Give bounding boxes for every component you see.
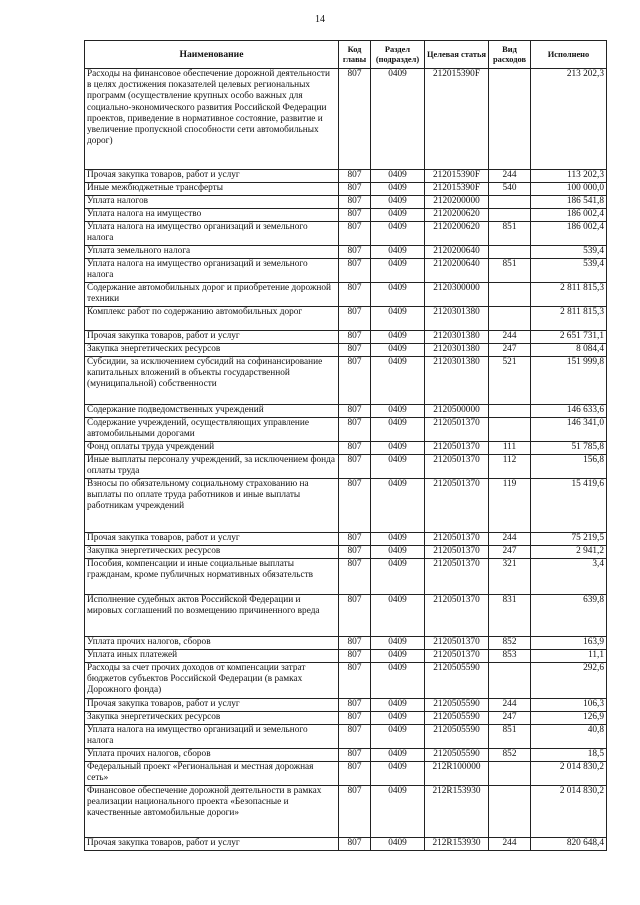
row-name-cell: Уплата налога на имущество организаций и земельного налога: [85, 259, 339, 283]
row-chapter-code-cell: 807: [339, 405, 371, 418]
row-name-cell: Содержание автомобильных дорог и приобретение дорожной техники: [85, 283, 339, 307]
row-section-cell: 0409: [371, 663, 425, 699]
row-name-cell: Уплата иных платежей: [85, 650, 339, 663]
table-row: [85, 246, 607, 259]
row-name-cell: Закупка энергетических ресурсов: [85, 712, 339, 725]
row-name-cell: Расходы за счет прочих доходов от компенсации затрат бюджетов субъектов Российской Федерации (в рамках Дорожного фонда): [85, 663, 339, 699]
row-section-cell: 0409: [371, 209, 425, 222]
page-number: 14: [315, 14, 325, 25]
row-chapter-code-cell: 807: [339, 307, 371, 331]
table-row: [85, 699, 607, 712]
row-name-cell: Содержание подведомственных учреждений: [85, 405, 339, 418]
table-row: [85, 546, 607, 559]
row-chapter-code-cell: 807: [339, 699, 371, 712]
row-target-article-cell: 2120301380: [425, 331, 489, 344]
row-expense-type-cell: 244: [489, 838, 531, 851]
row-expense-type-cell: [489, 786, 531, 838]
row-section-cell: 0409: [371, 762, 425, 786]
column-header-expense-type: Вид расходов: [489, 41, 531, 69]
row-chapter-code-cell: 807: [339, 357, 371, 405]
row-section-cell: 0409: [371, 170, 425, 183]
row-name-cell: Уплата прочих налогов, сборов: [85, 749, 339, 762]
row-name-cell: Взносы по обязательному социальному страхованию на выплаты по оплате труда работников и иные выплаты работникам учреждений: [85, 479, 339, 533]
row-chapter-code-cell: 807: [339, 69, 371, 170]
table-row: [85, 650, 607, 663]
table-header-row: [85, 41, 607, 69]
row-section-cell: 0409: [371, 344, 425, 357]
row-section-cell: 0409: [371, 283, 425, 307]
row-expense-type-cell: 244: [489, 699, 531, 712]
table-row: [85, 209, 607, 222]
row-chapter-code-cell: 807: [339, 170, 371, 183]
row-name-cell: Уплата земельного налога: [85, 246, 339, 259]
row-expense-type-cell: [489, 307, 531, 331]
row-name-cell: Содержание учреждений, осуществляющих управление автомобильными дорогами: [85, 418, 339, 442]
row-target-article-cell: 2120300000: [425, 283, 489, 307]
row-name-cell: Комплекс работ по содержанию автомобильных дорог: [85, 307, 339, 331]
row-chapter-code-cell: 807: [339, 838, 371, 851]
row-section-cell: 0409: [371, 357, 425, 405]
row-chapter-code-cell: 807: [339, 222, 371, 246]
table-row: [85, 725, 607, 749]
row-target-article-cell: 2120200640: [425, 259, 489, 283]
row-executed-amount-cell: 2 941,2: [531, 546, 607, 559]
row-section-cell: 0409: [371, 222, 425, 246]
table-row: [85, 455, 607, 479]
table-row: [85, 183, 607, 196]
row-executed-amount-cell: 146 633,6: [531, 405, 607, 418]
table-row: [85, 196, 607, 209]
row-target-article-cell: 2120501370: [425, 546, 489, 559]
row-executed-amount-cell: 2 014 830,2: [531, 762, 607, 786]
row-name-cell: Фонд оплаты труда учреждений: [85, 442, 339, 455]
row-target-article-cell: 2120301380: [425, 307, 489, 331]
row-target-article-cell: 2120200000: [425, 196, 489, 209]
row-expense-type-cell: 521: [489, 357, 531, 405]
row-expense-type-cell: [489, 69, 531, 170]
row-chapter-code-cell: 807: [339, 663, 371, 699]
row-executed-amount-cell: 2 811 815,3: [531, 283, 607, 307]
row-expense-type-cell: 244: [489, 533, 531, 546]
column-header-name: Наименование: [85, 41, 339, 69]
row-executed-amount-cell: 100 000,0: [531, 183, 607, 196]
row-section-cell: 0409: [371, 246, 425, 259]
row-section-cell: 0409: [371, 455, 425, 479]
table-row: [85, 170, 607, 183]
row-target-article-cell: 212R153930: [425, 838, 489, 851]
row-expense-type-cell: 111: [489, 442, 531, 455]
row-expense-type-cell: [489, 405, 531, 418]
row-chapter-code-cell: 807: [339, 637, 371, 650]
row-name-cell: Исполнение судебных актов Российской Федерации и мировых соглашений по возмещению причиненного вреда: [85, 595, 339, 637]
table-row: [85, 222, 607, 246]
row-name-cell: Финансовое обеспечение дорожной деятельности в рамках реализации национального проекта «Безопасные и качественные автомобильные дороги»: [85, 786, 339, 838]
row-executed-amount-cell: 18,5: [531, 749, 607, 762]
row-section-cell: 0409: [371, 725, 425, 749]
row-name-cell: Иные межбюджетные трансферты: [85, 183, 339, 196]
row-executed-amount-cell: 151 999,8: [531, 357, 607, 405]
row-chapter-code-cell: 807: [339, 559, 371, 595]
row-section-cell: 0409: [371, 479, 425, 533]
row-name-cell: Субсидии, за исключением субсидий на софинансирование капитальных вложений в объекты государственной (муниципальной) собственности: [85, 357, 339, 405]
table-row: [85, 559, 607, 595]
row-expense-type-cell: 119: [489, 479, 531, 533]
row-target-article-cell: 2120501370: [425, 442, 489, 455]
row-chapter-code-cell: 807: [339, 595, 371, 637]
row-name-cell: Уплата налогов: [85, 196, 339, 209]
row-executed-amount-cell: 163,9: [531, 637, 607, 650]
table-row: [85, 442, 607, 455]
table-row: [85, 418, 607, 442]
row-executed-amount-cell: 146 341,0: [531, 418, 607, 442]
row-name-cell: Закупка энергетических ресурсов: [85, 546, 339, 559]
row-chapter-code-cell: 807: [339, 749, 371, 762]
row-executed-amount-cell: 186 002,4: [531, 222, 607, 246]
row-chapter-code-cell: 807: [339, 533, 371, 546]
row-executed-amount-cell: 2 014 830,2: [531, 786, 607, 838]
column-header-executed: Исполнено: [531, 41, 607, 69]
row-chapter-code-cell: 807: [339, 418, 371, 442]
row-name-cell: Прочая закупка товаров, работ и услуг: [85, 699, 339, 712]
table-row: [85, 762, 607, 786]
row-expense-type-cell: [489, 209, 531, 222]
row-target-article-cell: 2120501370: [425, 650, 489, 663]
row-chapter-code-cell: 807: [339, 712, 371, 725]
row-section-cell: 0409: [371, 749, 425, 762]
row-name-cell: Закупка энергетических ресурсов: [85, 344, 339, 357]
row-executed-amount-cell: 2 811 815,3: [531, 307, 607, 331]
row-target-article-cell: 2120501370: [425, 418, 489, 442]
row-chapter-code-cell: 807: [339, 455, 371, 479]
row-chapter-code-cell: 807: [339, 442, 371, 455]
table-row: [85, 712, 607, 725]
row-target-article-cell: 2120505590: [425, 699, 489, 712]
row-name-cell: Прочая закупка товаров, работ и услуг: [85, 838, 339, 851]
row-chapter-code-cell: 807: [339, 786, 371, 838]
table-row: [85, 307, 607, 331]
table-row: [85, 69, 607, 170]
row-chapter-code-cell: 807: [339, 246, 371, 259]
row-section-cell: 0409: [371, 712, 425, 725]
row-chapter-code-cell: 807: [339, 259, 371, 283]
row-expense-type-cell: 540: [489, 183, 531, 196]
row-section-cell: 0409: [371, 786, 425, 838]
row-chapter-code-cell: 807: [339, 209, 371, 222]
row-executed-amount-cell: 11,1: [531, 650, 607, 663]
row-name-cell: Прочая закупка товаров, работ и услуг: [85, 331, 339, 344]
row-section-cell: 0409: [371, 418, 425, 442]
row-name-cell: Прочая закупка товаров, работ и услуг: [85, 533, 339, 546]
row-target-article-cell: 2120500000: [425, 405, 489, 418]
table-row: [85, 749, 607, 762]
row-target-article-cell: 212015390F: [425, 170, 489, 183]
row-executed-amount-cell: 126,9: [531, 712, 607, 725]
row-executed-amount-cell: 2 651 731,1: [531, 331, 607, 344]
row-section-cell: 0409: [371, 196, 425, 209]
row-expense-type-cell: 247: [489, 546, 531, 559]
row-section-cell: 0409: [371, 69, 425, 170]
row-expense-type-cell: [489, 246, 531, 259]
row-section-cell: 0409: [371, 595, 425, 637]
row-section-cell: 0409: [371, 405, 425, 418]
column-header-target-article: Целевая статья: [425, 41, 489, 69]
row-chapter-code-cell: 807: [339, 762, 371, 786]
row-section-cell: 0409: [371, 331, 425, 344]
row-target-article-cell: 2120501370: [425, 595, 489, 637]
row-target-article-cell: 2120505590: [425, 725, 489, 749]
row-executed-amount-cell: 75 219,5: [531, 533, 607, 546]
row-section-cell: 0409: [371, 533, 425, 546]
row-expense-type-cell: 321: [489, 559, 531, 595]
row-target-article-cell: 212R100000: [425, 762, 489, 786]
row-name-cell: Уплата налога на имущество: [85, 209, 339, 222]
table-row: [85, 479, 607, 533]
row-executed-amount-cell: 820 648,4: [531, 838, 607, 851]
row-chapter-code-cell: 807: [339, 183, 371, 196]
row-executed-amount-cell: 15 419,6: [531, 479, 607, 533]
row-target-article-cell: 2120200620: [425, 209, 489, 222]
row-target-article-cell: 2120501370: [425, 559, 489, 595]
row-expense-type-cell: 244: [489, 170, 531, 183]
row-executed-amount-cell: 213 202,3: [531, 69, 607, 170]
row-section-cell: 0409: [371, 637, 425, 650]
row-expense-type-cell: 247: [489, 712, 531, 725]
row-executed-amount-cell: 106,3: [531, 699, 607, 712]
row-expense-type-cell: [489, 418, 531, 442]
row-expense-type-cell: 852: [489, 749, 531, 762]
row-executed-amount-cell: 539,4: [531, 259, 607, 283]
row-chapter-code-cell: 807: [339, 196, 371, 209]
row-executed-amount-cell: 8 084,4: [531, 344, 607, 357]
row-name-cell: Уплата налога на имущество организаций и земельного налога: [85, 222, 339, 246]
row-target-article-cell: 2120501370: [425, 455, 489, 479]
budget-execution-table: [84, 40, 607, 851]
row-target-article-cell: 2120200640: [425, 246, 489, 259]
row-expense-type-cell: 112: [489, 455, 531, 479]
row-target-article-cell: 212R153930: [425, 786, 489, 838]
row-target-article-cell: 2120501370: [425, 533, 489, 546]
table-row: [85, 533, 607, 546]
row-executed-amount-cell: 186 002,4: [531, 209, 607, 222]
row-target-article-cell: 2120505590: [425, 663, 489, 699]
row-expense-type-cell: 851: [489, 222, 531, 246]
row-name-cell: Уплата прочих налогов, сборов: [85, 637, 339, 650]
row-chapter-code-cell: 807: [339, 479, 371, 533]
row-expense-type-cell: [489, 196, 531, 209]
row-target-article-cell: 2120501370: [425, 479, 489, 533]
row-section-cell: 0409: [371, 650, 425, 663]
row-section-cell: 0409: [371, 546, 425, 559]
row-executed-amount-cell: 186 541,8: [531, 196, 607, 209]
row-expense-type-cell: [489, 762, 531, 786]
table-row: [85, 405, 607, 418]
row-executed-amount-cell: 40,8: [531, 725, 607, 749]
table-row: [85, 357, 607, 405]
table-row: [85, 637, 607, 650]
row-target-article-cell: 2120301380: [425, 357, 489, 405]
table-row: [85, 283, 607, 307]
row-executed-amount-cell: 51 785,8: [531, 442, 607, 455]
row-name-cell: Федеральный проект «Региональная и местная дорожная сеть»: [85, 762, 339, 786]
column-header-chapter-code: Код главы: [339, 41, 371, 69]
row-section-cell: 0409: [371, 699, 425, 712]
row-section-cell: 0409: [371, 183, 425, 196]
row-target-article-cell: 2120200620: [425, 222, 489, 246]
row-expense-type-cell: [489, 663, 531, 699]
row-expense-type-cell: 853: [489, 650, 531, 663]
row-target-article-cell: 212015390F: [425, 69, 489, 170]
row-target-article-cell: 2120501370: [425, 637, 489, 650]
row-section-cell: 0409: [371, 307, 425, 331]
row-expense-type-cell: 852: [489, 637, 531, 650]
row-target-article-cell: 2120505590: [425, 712, 489, 725]
row-executed-amount-cell: 639,8: [531, 595, 607, 637]
table-body: [85, 69, 607, 851]
row-name-cell: Уплата налога на имущество организаций и земельного налога: [85, 725, 339, 749]
row-expense-type-cell: 244: [489, 331, 531, 344]
row-chapter-code-cell: 807: [339, 725, 371, 749]
row-name-cell: Прочая закупка товаров, работ и услуг: [85, 170, 339, 183]
row-name-cell: Иные выплаты персоналу учреждений, за исключением фонда оплаты труда: [85, 455, 339, 479]
row-chapter-code-cell: 807: [339, 344, 371, 357]
row-name-cell: Пособия, компенсации и иные социальные выплаты гражданам, кроме публичных нормативных обязательств: [85, 559, 339, 595]
row-chapter-code-cell: 807: [339, 650, 371, 663]
row-expense-type-cell: [489, 283, 531, 307]
row-section-cell: 0409: [371, 838, 425, 851]
row-section-cell: 0409: [371, 259, 425, 283]
table-row: [85, 595, 607, 637]
row-executed-amount-cell: 539,4: [531, 246, 607, 259]
table-row: [85, 786, 607, 838]
row-target-article-cell: 2120505590: [425, 749, 489, 762]
row-expense-type-cell: 851: [489, 725, 531, 749]
row-executed-amount-cell: 292,6: [531, 663, 607, 699]
column-header-section: Раздел (подраздел): [371, 41, 425, 69]
row-expense-type-cell: 247: [489, 344, 531, 357]
table-row: [85, 331, 607, 344]
row-expense-type-cell: 851: [489, 259, 531, 283]
row-chapter-code-cell: 807: [339, 331, 371, 344]
table-row: [85, 259, 607, 283]
row-target-article-cell: 2120301380: [425, 344, 489, 357]
table-row: [85, 663, 607, 699]
row-chapter-code-cell: 807: [339, 546, 371, 559]
row-section-cell: 0409: [371, 559, 425, 595]
row-executed-amount-cell: 3,4: [531, 559, 607, 595]
table-row: [85, 838, 607, 851]
table-row: [85, 344, 607, 357]
row-expense-type-cell: 831: [489, 595, 531, 637]
row-target-article-cell: 212015390F: [425, 183, 489, 196]
row-section-cell: 0409: [371, 442, 425, 455]
row-executed-amount-cell: 156,8: [531, 455, 607, 479]
row-executed-amount-cell: 113 202,3: [531, 170, 607, 183]
row-name-cell: Расходы на финансовое обеспечение дорожной деятельности в целях достижения показателей целевых региональных программ (осуществление крупных особо важных для социально-экономического развития Российской Федерации проектов, приведение в нормативное состояние, развитие и увеличение пропускной способности сети автомобильных дорог): [85, 69, 339, 170]
row-chapter-code-cell: 807: [339, 283, 371, 307]
